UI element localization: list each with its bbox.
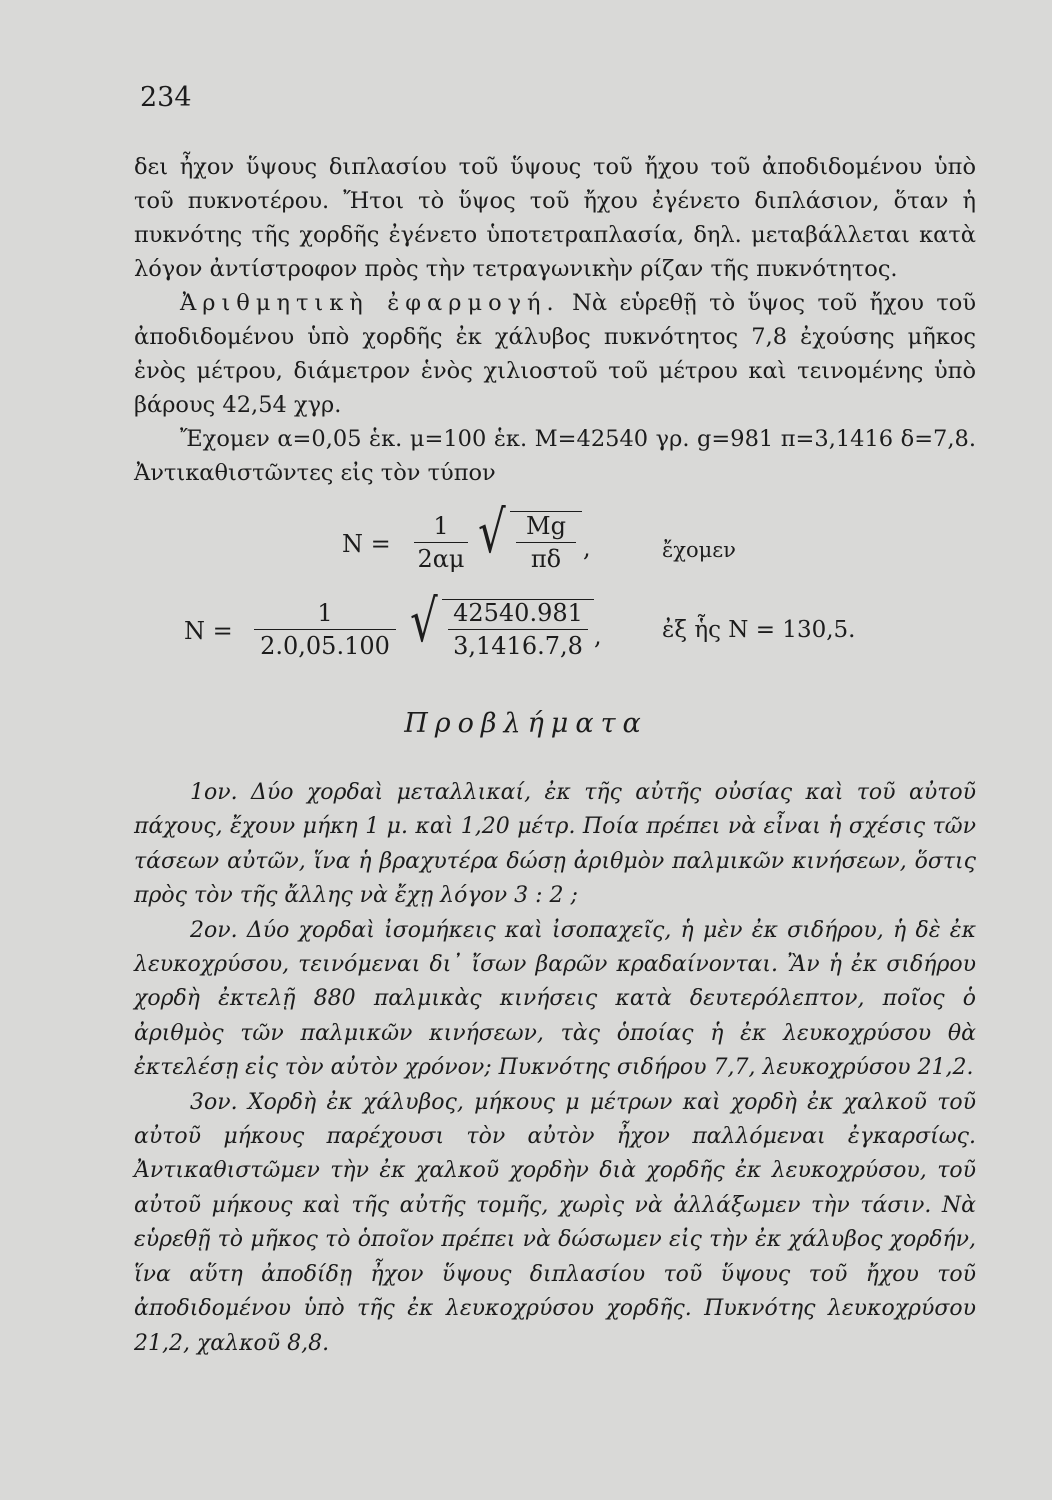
problem-1: 1ον. Δύο χορδαὶ μεταλλικαί, ἐκ τῆς αὐτῆς οὐσίας καὶ τοῦ αὐτοῦ πάχους, ἔχουν μήκη 1 μ. καὶ 1,20 μέτρ. Ποία πρέπει νὰ εἶναι ἡ σχέσις τῶν τάσεων αὐτῶν, ἵνα ἡ βραχυτέρα δώσῃ ἀριθμὸν παλμικῶν κινήσεων, ὅστις πρὸς τὸν τῆς ἄλλης νὰ ἔχῃ λόγον 3 : 2 ; <box>134 780 976 909</box>
problem-3: 3ον. Χορδὴ ἐκ χάλυβος, μήκους μ μέτρων καὶ χορδὴ ἐκ χαλκοῦ τοῦ αὐτοῦ μήκους παρέχουσι τὸν αὐτὸν ἦχον παλλόμεναι ἐγκαρσίως. Ἀντικαθιστῶμεν τὴν ἐκ χαλκοῦ χορδὴν διὰ χορδῆς ἐκ λευκοχρύσου, τοῦ αὐτοῦ μήκους καὶ τῆς αὐτῆς τομῆς, χωρὶς νὰ ἀλλάξωμεν τὴν τάσιν. Νὰ εὑρεθῇ τὸ μῆκος τὸ ὁποῖον πρέπει νὰ δώσωμεν εἰς τὴν ἐκ χάλυβος χορδήν, ἵνα αὕτη ἀποδίδῃ ἦχον ὕψους διπλασίου τοῦ ὕψους τοῦ ἤχου τοῦ ἀποδιδομένου ὑπὸ τῆς ἐκ λευκοχρύσου χορδῆς. Πυκνότης λευκοχρύσου 21,2, χαλκοῦ 8,8. <box>134 1089 976 1356</box>
formula-general-note: ἔχομεν <box>662 538 736 562</box>
formula-general-root-fraction <box>516 510 576 575</box>
application-paragraph <box>134 286 976 422</box>
formula-general-root-numerator: Mg <box>516 510 576 543</box>
intro-text <box>134 150 976 490</box>
formula-numeric-root-fraction <box>448 597 588 662</box>
formula-numeric-denominator: 2.0,05.100 <box>260 632 390 660</box>
intro-paragraph: δει ἦχον ὕψους διπλασίου τοῦ ὕψους τοῦ ἤχου τοῦ ἀποδιδομένου ὑπὸ τοῦ πυκνοτέρου. Ἤτοι τὸ ὕψος τοῦ ἤχου ἐγένετο διπλάσιον, ὅταν ἡ πυκνότης τῆς χορδῆς ἐγένετο ὑποτετραπλασία, δηλ. μεταβάλλεται κατὰ λόγον ἀντίστροφον πρὸς τὴν τετραγωνικὴν ρίζαν τῆς πυκνότητος. <box>134 154 976 282</box>
formula-numeric-comma: , <box>594 622 602 650</box>
formula-general-lhs: N = <box>342 530 391 558</box>
formula-numeric-root-numerator: 42540.981 <box>448 597 588 630</box>
formula-general-denominator: 2αμ <box>417 545 465 573</box>
formula-general-root-denominator: πδ <box>530 545 562 573</box>
problem-2: 2ον. Δύο χορδαὶ ἰσομήκεις καὶ ἰσοπαχεῖς, ἡ μὲν ἐκ σιδήρου, ἡ δὲ ἐκ λευκοχρύσου, τεινόμεναι δι᾽ ἴσων βαρῶν κραδαίνονται. Ἂν ἡ ἐκ σιδήρου χορδὴ ἐκτελῇ 880 παλμικὰς κινήσεις κατὰ δευτερόλεπτον, ποῖος ὁ ἀριθμὸς τῶν παλμικῶν κινήσεων, τὰς ὁποίας ἡ ἐκ λευκοχρύσου θὰ ἐκτελέσῃ εἰς τὸν αὐτὸν χρόνον; Πυκνότης σιδήρου 7,7, λευκοχρύσου 21,2. <box>134 917 976 1081</box>
given-values: Ἔχομεν α=0,05 ἑκ. μ=100 ἑκ. Μ=42540 γρ. g=981 π=3,1416 δ=7,8. Ἀντικαθιστῶντες εἰς τὸν τύπον <box>134 426 976 486</box>
section-title: Προβλήματα <box>404 708 648 739</box>
formula-result: ἐξ ἧς N = 130,5. <box>662 617 856 643</box>
formula-general-numerator: 1 <box>414 510 468 543</box>
formula-numeric-fraction <box>254 597 396 662</box>
page-number: 234 <box>140 82 192 113</box>
formula-general-comma: , <box>583 534 591 562</box>
formula-numeric-root-denominator: 3,1416.7,8 <box>453 632 583 660</box>
radical-sign: √ <box>478 498 506 566</box>
problems-list <box>134 776 976 1361</box>
application-text: Νὰ εὑρεθῇ τὸ ὕψος τοῦ ἤχου τοῦ ἀποδιδομένου ὑπὸ χορδῆς ἐκ χάλυβος πυκνότητος 7,8 ἐχούσης μῆκος ἑνὸς μέτρου, διάμετρον ἑνὸς χιλιοστοῦ τοῦ μέτρου καὶ τεινομένης ὑπὸ βάρους 42,54 χγρ. <box>134 290 977 418</box>
application-heading: Ἀριθμητικὴ ἐφαρμογή. <box>180 290 560 316</box>
formula-general-fraction <box>414 510 468 575</box>
formula-numeric-numerator: 1 <box>254 597 396 630</box>
radical-sign-2: √ <box>410 587 438 655</box>
formula-numeric-lhs: N = <box>184 617 233 645</box>
